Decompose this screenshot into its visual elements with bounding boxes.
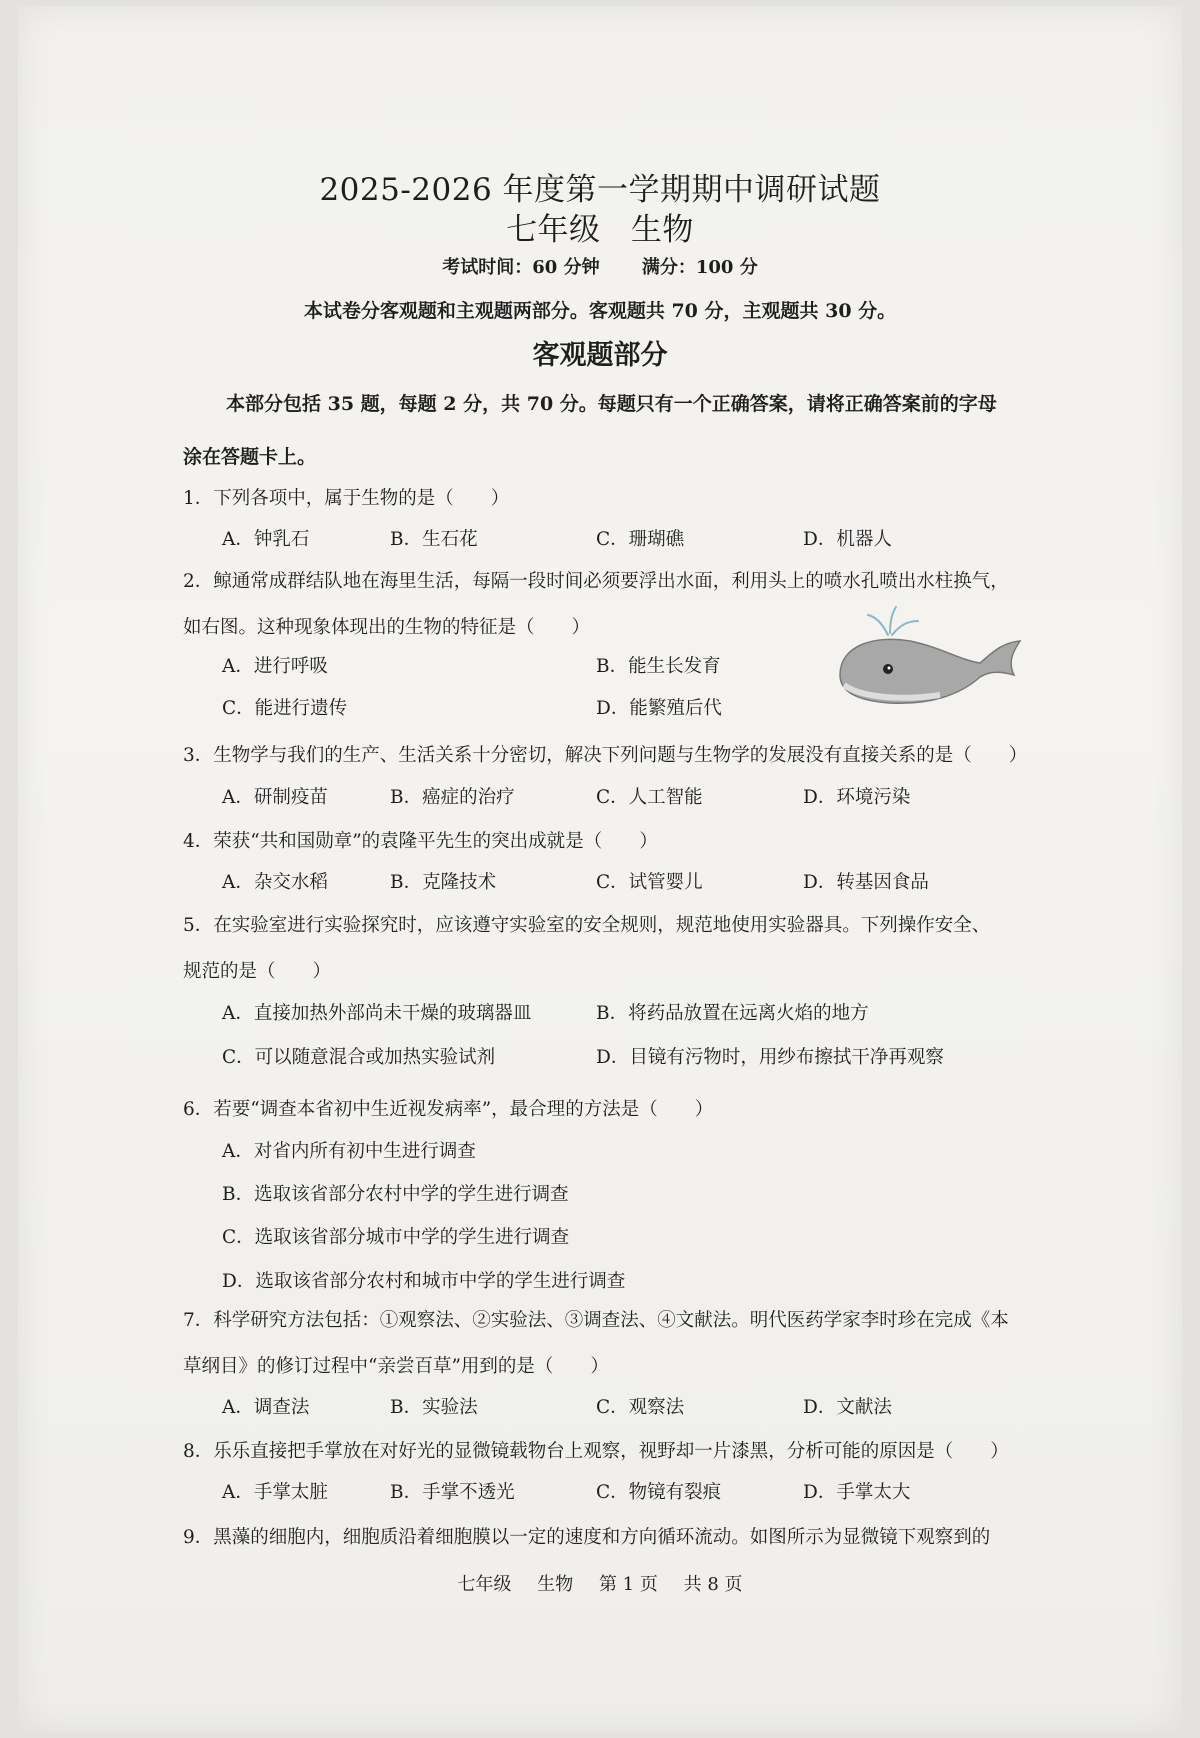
question-2-option: A．进行呼吸 bbox=[222, 656, 328, 677]
question-7-option: D．文献法 bbox=[803, 1397, 892, 1418]
question-5-option: C．可以随意混合或加热实验试剂 bbox=[222, 1047, 496, 1068]
section-title: 客观题部分 bbox=[532, 340, 668, 371]
question-2-stem: 2．鲸通常成群结队地在海里生活，每隔一段时间必须要浮出水面，利用头上的喷水孔喷出水柱换气， bbox=[183, 571, 1009, 592]
question-5-option: D．目镜有污物时，用纱布擦拭干净再观察 bbox=[596, 1047, 944, 1068]
question-6-option: C．选取该省部分城市中学的学生进行调查 bbox=[222, 1227, 570, 1248]
question-6-option: B．选取该省部分农村中学的学生进行调查 bbox=[222, 1184, 569, 1205]
question-1-option: B．生石花 bbox=[390, 529, 478, 550]
question-3-option: C．人工智能 bbox=[596, 787, 703, 808]
question-8-option: C．物镜有裂痕 bbox=[596, 1482, 722, 1503]
question-3-option: B．癌症的治疗 bbox=[390, 787, 515, 808]
exam-time: 考试时间：60 分钟 bbox=[442, 257, 600, 278]
question-1-option: D．机器人 bbox=[803, 529, 892, 550]
question-1-option: C．珊瑚礁 bbox=[596, 529, 685, 550]
footer-grade: 七年级 bbox=[457, 1574, 512, 1595]
exam-intro: 本试卷分客观题和主观题两部分。客观题共 70 分，主观题共 30 分。 bbox=[303, 300, 897, 322]
whale-illustration bbox=[830, 605, 1030, 715]
question-3-option: D．环境污染 bbox=[803, 787, 911, 808]
footer-total: 共 8 页 bbox=[683, 1574, 743, 1595]
question-9-stem: 9．黑藻的细胞内，细胞质沿着细胞膜以一定的速度和方向循环流动。如图所示为显微镜下观察到的 bbox=[183, 1527, 991, 1548]
subject-label: 生物 bbox=[630, 212, 694, 248]
question-4-option: D．转基因食品 bbox=[803, 872, 929, 893]
question-7-option: A．调查法 bbox=[222, 1397, 310, 1418]
question-2-option: D．能繁殖后代 bbox=[596, 698, 722, 719]
question-2-option: C．能进行遗传 bbox=[222, 698, 348, 719]
question-8-option: B．手掌不透光 bbox=[390, 1482, 515, 1503]
question-2-option: B．能生长发育 bbox=[596, 656, 721, 677]
instruction-line-1: 本部分包括 35 题，每题 2 分，共 70 分。每题只有一个正确答案，请将正确答案前的字母 bbox=[226, 393, 997, 415]
question-8-option: D．手掌太大 bbox=[803, 1482, 911, 1503]
question-4-option: B．克隆技术 bbox=[390, 872, 497, 893]
question-3-option: A．研制疫苗 bbox=[222, 787, 328, 808]
question-5-option: A．直接加热外部尚未干燥的玻璃器皿 bbox=[222, 1003, 532, 1024]
exam-title: 2025-2026 年度第一学期期中调研试题 bbox=[319, 172, 881, 208]
question-5-stem: 5．在实验室进行实验探究时，应该遵守实验室的安全规则，规范地使用实验器具。下列操作安全、 bbox=[183, 915, 991, 936]
question-5-option: B．将药品放置在远离火焰的地方 bbox=[596, 1003, 869, 1024]
question-7-option: C．观察法 bbox=[596, 1397, 685, 1418]
question-7-stem: 7．科学研究方法包括：①观察法、②实验法、③调查法、④文献法。明代医药学家李时珍在完成《本 bbox=[183, 1310, 1009, 1331]
question-4-option: C．试管婴儿 bbox=[596, 872, 703, 893]
page-footer bbox=[0, 1570, 1200, 1596]
question-1-option: A．钟乳石 bbox=[222, 529, 310, 550]
footer-page: 第 1 页 bbox=[598, 1574, 658, 1595]
question-1-stem: 1．下列各项中，属于生物的是（ ） bbox=[183, 488, 510, 509]
grade-label: 七年级 bbox=[506, 212, 601, 248]
exam-subtitle bbox=[0, 204, 1200, 249]
footer-subject: 生物 bbox=[537, 1574, 574, 1595]
question-4-stem: 4．荣获“共和国勋章”的袁隆平先生的突出成就是（ ） bbox=[183, 831, 658, 852]
question-8-stem: 8．乐乐直接把手掌放在对好光的显微镜载物台上观察，视野却一片漆黑，分析可能的原因是（ ） bbox=[183, 1441, 1009, 1462]
question-6-option: D．选取该省部分农村和城市中学的学生进行调查 bbox=[222, 1271, 626, 1292]
question-7-option: B．实验法 bbox=[390, 1397, 478, 1418]
question-2-stem: 如右图。这种现象体现出的生物的特征是（ ） bbox=[183, 617, 591, 638]
question-8-option: A．手掌太脏 bbox=[222, 1482, 328, 1503]
question-5-stem: 规范的是（ ） bbox=[183, 961, 332, 982]
exam-score: 满分：100 分 bbox=[641, 257, 758, 278]
question-4-option: A．杂交水稻 bbox=[222, 872, 328, 893]
question-3-stem: 3．生物学与我们的生产、生活关系十分密切，解决下列问题与生物学的发展没有直接关系的是（ ） bbox=[183, 745, 1028, 766]
question-7-stem: 草纲目》的修订过程中“亲尝百草”用到的是（ ） bbox=[183, 1356, 609, 1377]
question-6-stem: 6．若要“调查本省初中生近视发病率”，最合理的方法是（ ） bbox=[183, 1099, 714, 1120]
question-6-option: A．对省内所有初中生进行调查 bbox=[222, 1141, 476, 1162]
exam-meta bbox=[0, 253, 1200, 279]
instruction-line-2: 涂在答题卡上。 bbox=[183, 446, 317, 468]
